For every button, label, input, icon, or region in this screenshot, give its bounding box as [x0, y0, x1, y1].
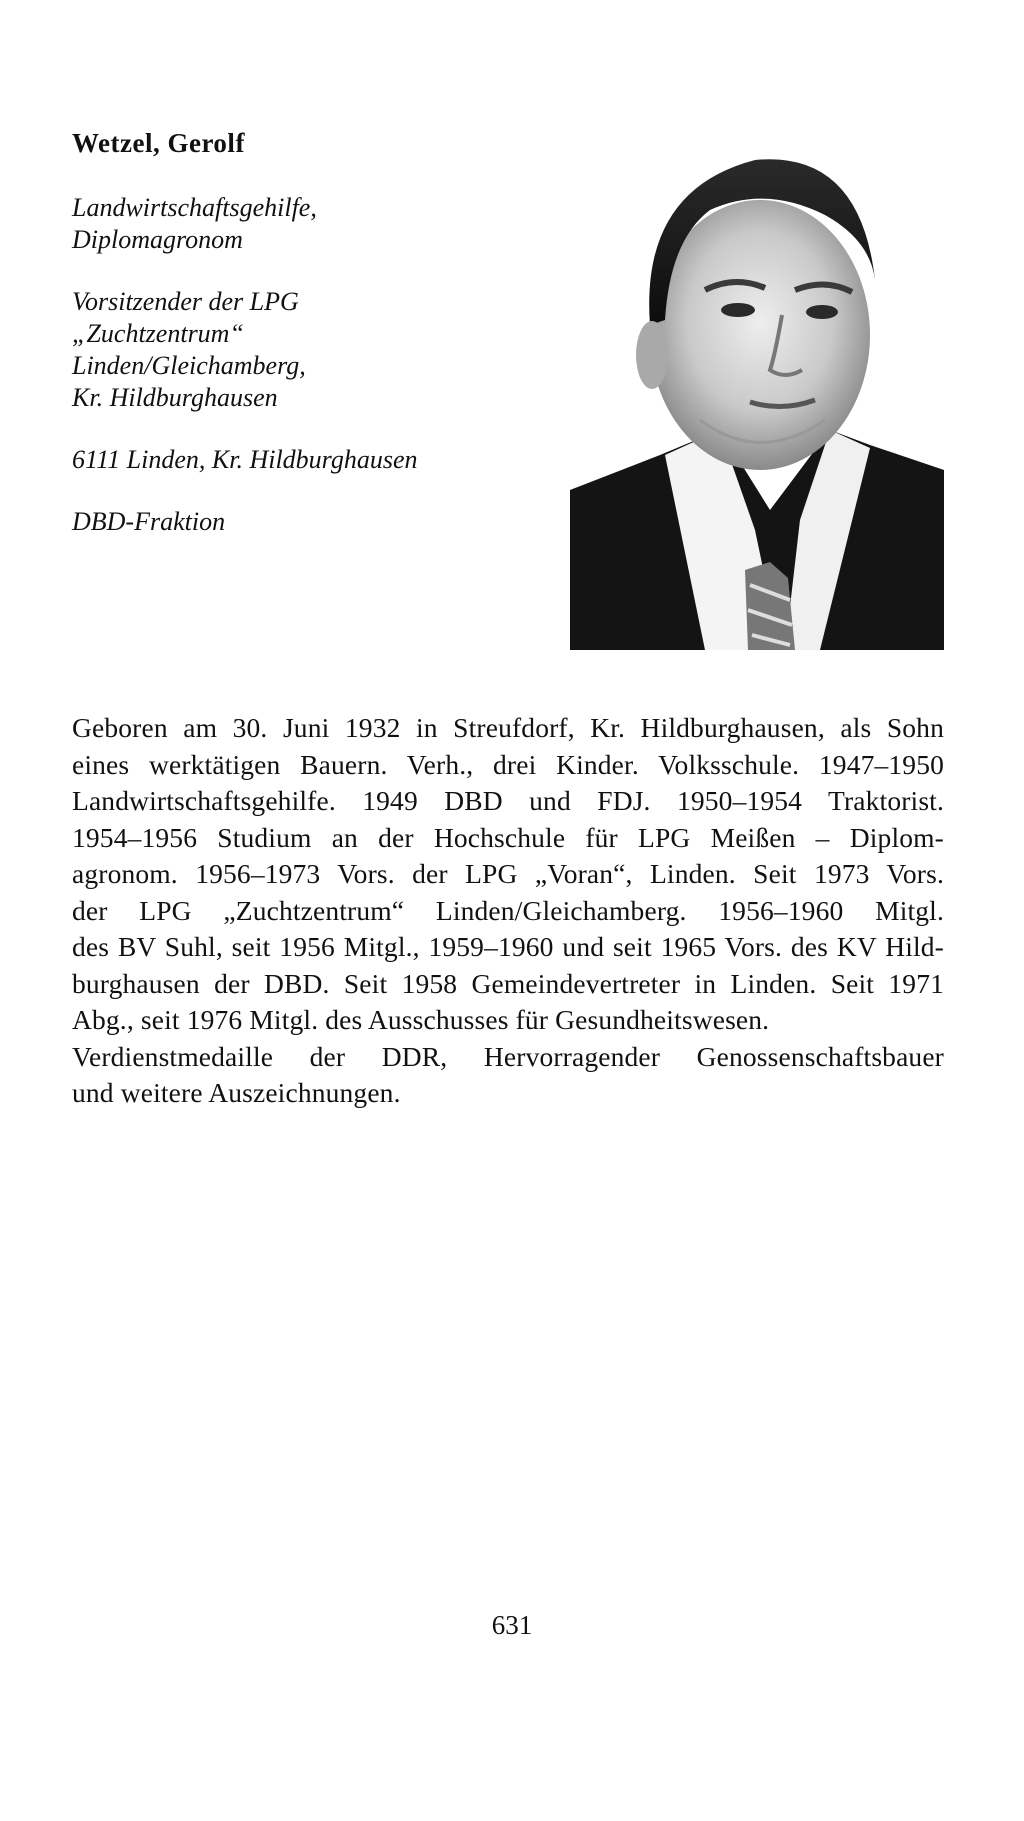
portrait-photo	[570, 130, 944, 650]
biography-line: des BV Suhl, seit 1956 Mitgl., 1959–1960 und seit 1965 Vors. des KV Hild-	[72, 931, 944, 962]
address-line: 6111 Linden, Kr. Hildburghausen	[72, 445, 418, 474]
faction-block	[72, 506, 542, 538]
position-line: Kr. Hildburghausen	[72, 383, 278, 412]
biography-line: burghausen der DBD. Seit 1958 Gemeindevertreter in Linden. Seit 1971	[72, 967, 944, 999]
position-line: Vorsitzender der LPG	[72, 287, 299, 316]
position-line: „Zuchtzentrum“	[72, 319, 244, 348]
profession-line: Diplomagronom	[72, 225, 243, 254]
person-name: Wetzel, Gerolf	[72, 128, 245, 158]
faction-line: DBD-Fraktion	[72, 507, 226, 536]
position-line: Linden/Gleichamberg,	[72, 351, 306, 380]
profession-line: Landwirtschaftsgehilfe,	[72, 193, 317, 222]
biography-line: Abg., seit 1976 Mitgl. des Ausschusses für Gesundheitswesen.	[72, 1004, 770, 1035]
address-block	[72, 444, 542, 476]
biography-text	[72, 710, 944, 1112]
biography-line: Landwirtschaftsgehilfe. 1949 DBD und FDJ. 1950–1954 Traktorist.	[72, 785, 944, 816]
biography-line: agronom. 1956–1973 Vors. der LPG „Voran“, Linden. Seit 1973 Vors.	[72, 858, 944, 889]
biography-line: und weitere Auszeichnungen.	[72, 1077, 401, 1108]
page-number: 631	[491, 1610, 533, 1640]
person-info	[72, 192, 542, 568]
biography-line: Verdienstmedaille der DDR, Hervorragender Genossenschaftsbauer	[72, 1040, 944, 1072]
position-block	[72, 286, 542, 414]
profession-block	[72, 192, 542, 256]
biography-line: 1954–1956 Studium an der Hochschule für LPG Meißen – Diplom-	[72, 821, 944, 853]
biography-line: der LPG „Zuchtzentrum“ Linden/Gleichamberg. 1956–1960 Mitgl.	[72, 894, 944, 926]
biography-line: Geboren am 30. Juni 1932 in Streufdorf, Kr. Hildburghausen, als Sohn	[72, 712, 944, 743]
biography-line: eines werktätigen Bauern. Verh., drei Kinder. Volksschule. 1947–1950	[72, 748, 944, 780]
